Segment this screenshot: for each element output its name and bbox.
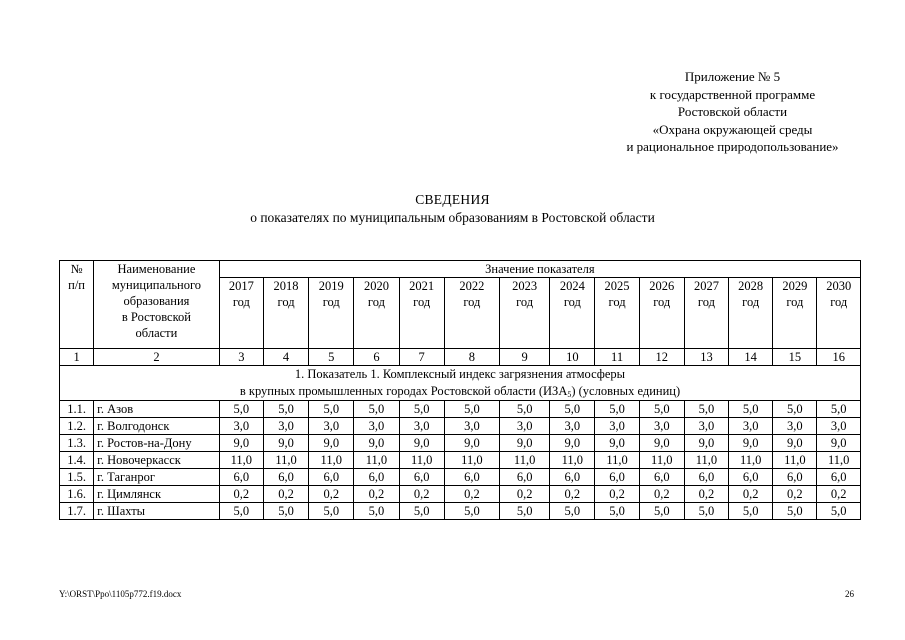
- column-number-cell: 7: [399, 349, 444, 366]
- value-cell: 6,0: [444, 469, 499, 486]
- value-cell: 6,0: [550, 469, 595, 486]
- value-cell: 9,0: [444, 435, 499, 452]
- name-header-text: области: [135, 326, 178, 340]
- value-cell: 5,0: [550, 503, 595, 520]
- value-cell: 0,2: [444, 486, 499, 503]
- column-number-cell: 6: [354, 349, 399, 366]
- table-row: [60, 401, 861, 418]
- year-label: 2017: [228, 279, 254, 293]
- value-cell: 3,0: [309, 418, 354, 435]
- value-cell: 0,2: [399, 486, 444, 503]
- num-header-text: п/п: [68, 278, 85, 292]
- year-header-cell: [773, 278, 817, 349]
- value-cell: 5,0: [263, 503, 308, 520]
- value-cell: 5,0: [595, 401, 639, 418]
- year-unit-label: год: [463, 295, 481, 309]
- value-cell: 0,2: [817, 486, 861, 503]
- value-cell: 11,0: [309, 452, 354, 469]
- year-label: 2029: [782, 279, 808, 293]
- year-label: 2027: [693, 279, 719, 293]
- year-unit-label: год: [830, 295, 848, 309]
- name-header-text: в Ростовской: [121, 310, 191, 324]
- value-cell: 9,0: [595, 435, 639, 452]
- table-row: [60, 452, 861, 469]
- year-unit-label: год: [742, 295, 760, 309]
- value-cell: 11,0: [773, 452, 817, 469]
- year-header-cell: [354, 278, 399, 349]
- table-row: [60, 486, 861, 503]
- value-cell: 3,0: [444, 418, 499, 435]
- value-cell: 6,0: [219, 469, 263, 486]
- footer-file-path: Y:\ORST\Ppo\1105p772.f19.docx: [59, 589, 182, 599]
- year-label: 2021: [409, 279, 435, 293]
- section-title-part: в крупных промышленных городах Ростовской области (ИЗА: [239, 384, 568, 398]
- column-number-cell: 12: [639, 349, 684, 366]
- row-number-cell: 1.4.: [60, 452, 94, 469]
- year-label: 2023: [512, 279, 538, 293]
- value-header-cell: Значение показателя: [219, 261, 860, 278]
- value-cell: 11,0: [399, 452, 444, 469]
- value-cell: 0,2: [219, 486, 263, 503]
- value-cell: 0,2: [309, 486, 354, 503]
- value-cell: 3,0: [684, 418, 728, 435]
- value-cell: 3,0: [263, 418, 308, 435]
- value-cell: 5,0: [219, 503, 263, 520]
- year-unit-label: год: [608, 295, 626, 309]
- value-cell: 6,0: [639, 469, 684, 486]
- value-cell: 11,0: [263, 452, 308, 469]
- year-label: 2026: [649, 279, 675, 293]
- column-number-cell: 11: [595, 349, 639, 366]
- value-cell: 5,0: [309, 503, 354, 520]
- value-cell: 9,0: [500, 435, 550, 452]
- value-cell: 0,2: [263, 486, 308, 503]
- municipality-name-cell: г. Новочеркасск: [94, 452, 220, 469]
- year-unit-label: год: [277, 295, 295, 309]
- year-unit-label: год: [653, 295, 671, 309]
- year-header-cell: [639, 278, 684, 349]
- row-number-cell: 1.2.: [60, 418, 94, 435]
- value-cell: 3,0: [399, 418, 444, 435]
- table-row: [60, 418, 861, 435]
- value-cell: 9,0: [729, 435, 773, 452]
- year-label: 2025: [604, 279, 630, 293]
- year-label: 2018: [273, 279, 299, 293]
- value-cell: 5,0: [817, 503, 861, 520]
- year-label: 2028: [738, 279, 764, 293]
- value-cell: 9,0: [219, 435, 263, 452]
- value-cell: 0,2: [729, 486, 773, 503]
- header-row: [60, 261, 861, 278]
- value-cell: 5,0: [684, 401, 728, 418]
- value-cell: 5,0: [773, 401, 817, 418]
- table-row: [60, 503, 861, 520]
- value-cell: 3,0: [817, 418, 861, 435]
- column-number-cell: 2: [94, 349, 220, 366]
- section-title-line: 1. Показатель 1. Комплексный индекс загрязнения атмосферы: [294, 367, 626, 381]
- value-cell: 9,0: [399, 435, 444, 452]
- value-cell: 0,2: [500, 486, 550, 503]
- row-number-cell: 1.3.: [60, 435, 94, 452]
- value-cell: 6,0: [399, 469, 444, 486]
- column-number-cell: 10: [550, 349, 595, 366]
- value-cell: 11,0: [354, 452, 399, 469]
- municipality-name-cell: г. Волгодонск: [94, 418, 220, 435]
- value-cell: 11,0: [817, 452, 861, 469]
- year-unit-label: год: [697, 295, 715, 309]
- value-cell: 5,0: [309, 401, 354, 418]
- value-cell: 3,0: [773, 418, 817, 435]
- value-cell: 5,0: [219, 401, 263, 418]
- municipality-name-cell: г. Азов: [94, 401, 220, 418]
- section-row: [60, 366, 861, 401]
- year-label: 2019: [318, 279, 344, 293]
- column-number-cell: 13: [684, 349, 728, 366]
- value-cell: 11,0: [219, 452, 263, 469]
- year-header-cell: [399, 278, 444, 349]
- appendix-line: к государственной программе: [649, 86, 816, 102]
- value-cell: 0,2: [684, 486, 728, 503]
- row-number-cell: 1.6.: [60, 486, 94, 503]
- value-cell: 3,0: [639, 418, 684, 435]
- year-header-cell: [550, 278, 595, 349]
- document-heading: [0, 191, 905, 226]
- value-cell: 5,0: [729, 503, 773, 520]
- value-cell: 6,0: [263, 469, 308, 486]
- value-cell: 3,0: [729, 418, 773, 435]
- value-cell: 9,0: [354, 435, 399, 452]
- value-cell: 0,2: [550, 486, 595, 503]
- section-title-line: [61, 383, 859, 400]
- row-number-cell: 1.5.: [60, 469, 94, 486]
- value-cell: 9,0: [684, 435, 728, 452]
- appendix-block: [560, 68, 905, 156]
- value-cell: 5,0: [399, 401, 444, 418]
- column-number-cell: 4: [263, 349, 308, 366]
- value-cell: 6,0: [729, 469, 773, 486]
- year-header-cell: [309, 278, 354, 349]
- value-cell: 9,0: [550, 435, 595, 452]
- value-cell: 6,0: [773, 469, 817, 486]
- value-cell: 3,0: [550, 418, 595, 435]
- column-number-cell: 16: [817, 349, 861, 366]
- value-cell: 3,0: [219, 418, 263, 435]
- value-cell: 6,0: [817, 469, 861, 486]
- year-header-cell: [817, 278, 861, 349]
- appendix-line: «Охрана окружающей среды: [652, 121, 813, 137]
- value-cell: 5,0: [639, 503, 684, 520]
- value-cell: 5,0: [500, 503, 550, 520]
- num-header-cell: [60, 261, 94, 349]
- value-cell: 5,0: [729, 401, 773, 418]
- value-cell: 5,0: [595, 503, 639, 520]
- year-header-cell: [684, 278, 728, 349]
- value-cell: 5,0: [817, 401, 861, 418]
- value-cell: 0,2: [639, 486, 684, 503]
- municipality-name-cell: г. Ростов-на-Дону: [94, 435, 220, 452]
- value-cell: 5,0: [773, 503, 817, 520]
- value-cell: 11,0: [444, 452, 499, 469]
- value-cell: 11,0: [500, 452, 550, 469]
- name-header-text: образования: [123, 294, 190, 308]
- year-header-cell: [219, 278, 263, 349]
- section-title-subscript: 5: [567, 390, 572, 399]
- column-number-cell: 8: [444, 349, 499, 366]
- name-header-text: Наименование: [117, 262, 196, 276]
- name-header-text: муниципального: [111, 278, 202, 292]
- value-cell: 6,0: [309, 469, 354, 486]
- year-header-cell: [263, 278, 308, 349]
- value-cell: 9,0: [773, 435, 817, 452]
- value-cell: 5,0: [639, 401, 684, 418]
- row-number-cell: 1.7.: [60, 503, 94, 520]
- value-cell: 11,0: [595, 452, 639, 469]
- municipality-name-cell: г. Цимлянск: [94, 486, 220, 503]
- value-cell: 9,0: [817, 435, 861, 452]
- year-header-cell: [444, 278, 499, 349]
- value-cell: 11,0: [639, 452, 684, 469]
- year-label: 2020: [363, 279, 389, 293]
- value-cell: 9,0: [309, 435, 354, 452]
- value-cell: 11,0: [729, 452, 773, 469]
- value-cell: 3,0: [500, 418, 550, 435]
- value-cell: 0,2: [773, 486, 817, 503]
- column-number-cell: 3: [219, 349, 263, 366]
- column-number-cell: 5: [309, 349, 354, 366]
- year-unit-label: год: [232, 295, 250, 309]
- value-cell: 0,2: [354, 486, 399, 503]
- year-unit-label: год: [563, 295, 581, 309]
- appendix-line: и рациональное природопользование»: [626, 139, 839, 154]
- year-unit-label: год: [786, 295, 804, 309]
- value-cell: 5,0: [354, 503, 399, 520]
- column-number-cell: 9: [500, 349, 550, 366]
- document-title: СВЕДЕНИЯ: [415, 192, 490, 207]
- indicators-table: [59, 260, 861, 520]
- year-label: 2024: [559, 279, 585, 293]
- column-number-cell: 1: [60, 349, 94, 366]
- year-unit-label: год: [367, 295, 385, 309]
- value-cell: 5,0: [263, 401, 308, 418]
- year-unit-label: год: [516, 295, 534, 309]
- column-number-row: [60, 349, 861, 366]
- value-cell: 6,0: [684, 469, 728, 486]
- name-header-cell: [94, 261, 220, 349]
- column-number-cell: 15: [773, 349, 817, 366]
- value-cell: 5,0: [444, 401, 499, 418]
- value-cell: 5,0: [444, 503, 499, 520]
- year-unit-label: год: [322, 295, 340, 309]
- value-cell: 5,0: [684, 503, 728, 520]
- section-title-cell: [60, 366, 861, 401]
- year-header-cell: [729, 278, 773, 349]
- value-cell: 3,0: [354, 418, 399, 435]
- footer-page-number: 26: [845, 589, 854, 599]
- section-title-part: ) (условных единиц): [571, 384, 681, 398]
- value-cell: 11,0: [684, 452, 728, 469]
- value-cell: 3,0: [595, 418, 639, 435]
- municipality-name-cell: г. Шахты: [94, 503, 220, 520]
- value-cell: 5,0: [500, 401, 550, 418]
- value-cell: 0,2: [595, 486, 639, 503]
- value-cell: 6,0: [500, 469, 550, 486]
- column-number-cell: 14: [729, 349, 773, 366]
- year-header-cell: [500, 278, 550, 349]
- municipality-name-cell: г. Таганрог: [94, 469, 220, 486]
- year-label: 2030: [826, 279, 852, 293]
- year-unit-label: год: [413, 295, 431, 309]
- appendix-line: Ростовской области: [677, 104, 788, 119]
- value-cell: 6,0: [595, 469, 639, 486]
- value-cell: 5,0: [354, 401, 399, 418]
- row-number-cell: 1.1.: [60, 401, 94, 418]
- value-cell: 11,0: [550, 452, 595, 469]
- table-row: [60, 435, 861, 452]
- document-subtitle: о показателях по муниципальным образованиям в Ростовской области: [250, 209, 655, 225]
- year-header-cell: [595, 278, 639, 349]
- num-header-text: №: [70, 262, 83, 276]
- appendix-line: Приложение № 5: [684, 69, 781, 84]
- value-cell: 9,0: [263, 435, 308, 452]
- year-label: 2022: [459, 279, 485, 293]
- table-row: [60, 469, 861, 486]
- value-cell: 5,0: [399, 503, 444, 520]
- value-cell: 9,0: [639, 435, 684, 452]
- value-cell: 5,0: [550, 401, 595, 418]
- value-cell: 6,0: [354, 469, 399, 486]
